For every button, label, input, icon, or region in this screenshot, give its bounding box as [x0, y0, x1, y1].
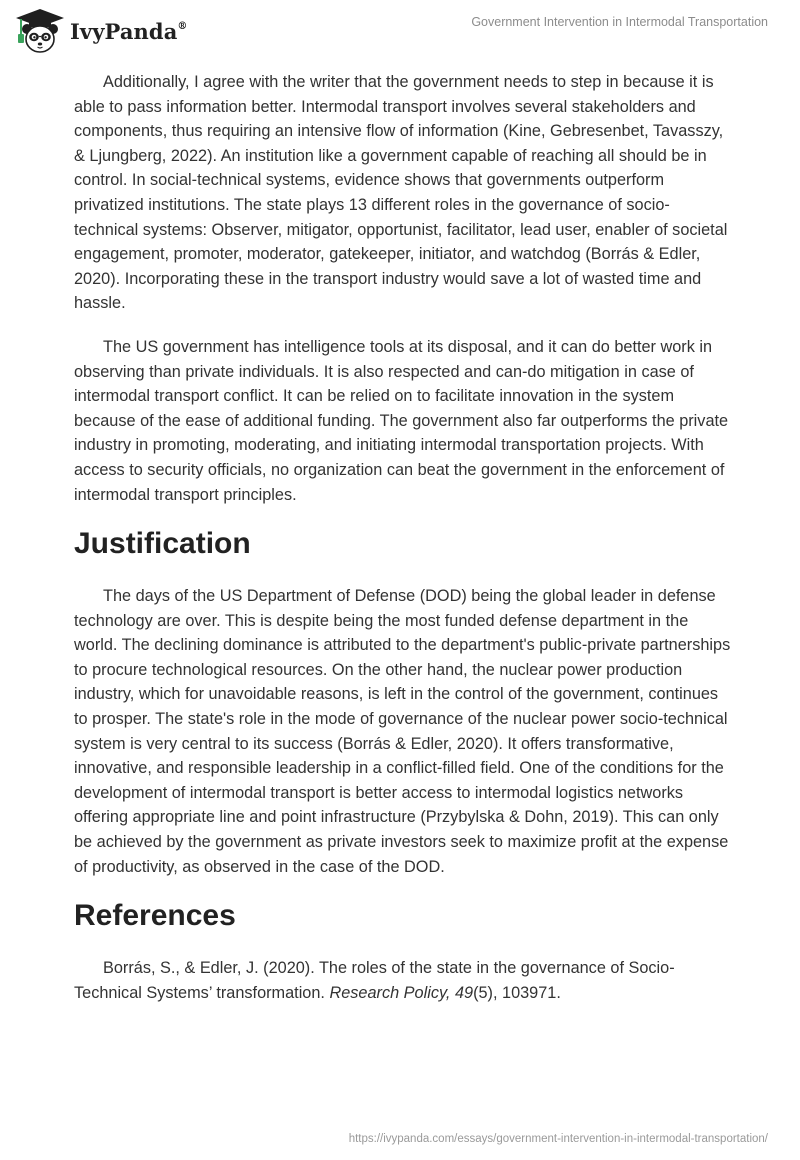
reference-entry	[74, 956, 734, 1005]
brand-logo[interactable]	[14, 8, 188, 54]
body-paragraph-1: Additionally, I agree with the writer that the government needs to step in because it is able to pass information better. Intermodal transport involves several stakeholders and components, thus requiring an intensive flow of information (Kine, Gebresenbet, Tavasszy, & Ljungberg, 2022). An institution like a government capable of reaching all should be in control. In social-technical systems, evidence shows that governments outperform privatized institutions. The state plays 13 different roles in the governance of socio-technical systems: Observer, mitigator, opportunist, facilitator, lead user, enabler of societal engagement, promoter, moderator, gatekeeper, initiator, and watchdog (Borrás & Edler, 2020). Incorporating these in the transport industry would save a lot of wasted time and hassle.	[74, 73, 728, 313]
reference-issue-pages: (5), 103971.	[473, 983, 561, 1002]
panda-graduate-icon	[14, 8, 66, 54]
reference-text: Borrás, S., & Edler, J. (2020). The roles of the state in the governance of Socio-Technical Systems’ transformation.	[74, 959, 675, 1002]
body-paragraph-2: The US government has intelligence tools at its disposal, and it can do better work in observing than private individuals. It is also respected and can-do mitigation in case of intermodal transport conflict. It can be relied on to facilitate innovation in the system because of the ease of additional funding. The government also far outperforms the private industry in promoting, moderating, and initiating intermodal transportation projects. With access to security officials, no organization can beat the government in the enforcement of intermodal transport principles.	[74, 337, 729, 504]
reference-journal: Research Policy, 49	[329, 983, 474, 1002]
justification-heading: Justification	[74, 527, 251, 561]
source-url[interactable]: https://ivypanda.com/essays/government-intervention-in-intermodal-transportation/	[348, 1133, 768, 1145]
registered-mark: ®	[177, 20, 188, 32]
essay-content	[74, 70, 734, 1005]
justification-paragraph: The days of the US Department of Defense (DOD) being the global leader in defense technology are over. This is despite being the most funded defense department in the world. The declining dominance is attributed to the department's public-private partnerships to procure technological resources. On the other hand, the nuclear power production industry, which for unavoidable reasons, is left in the control of the government, continues to prosper. The state's role in the mode of governance of the nuclear power socio-technical system is very central to its success (Borrás & Edler, 2020). It offers transformative, innovative, and responsible leadership in a conflict-filled field. One of the conditions for the development of intermodal transport is better access to intermodal logistics networks offering appropriate line and point infrastructure (Przybylska & Dohn, 2019). This can only be achieved by the government as private investors seek to maximize profit at the expense of productivity, as observed in the case of the DOD.	[74, 587, 731, 876]
references-heading: References	[74, 899, 236, 933]
page-header	[0, 0, 800, 62]
brand-name: IvyPanda®	[70, 18, 188, 44]
document-title: Government Intervention in Intermodal Transportation	[471, 15, 768, 29]
